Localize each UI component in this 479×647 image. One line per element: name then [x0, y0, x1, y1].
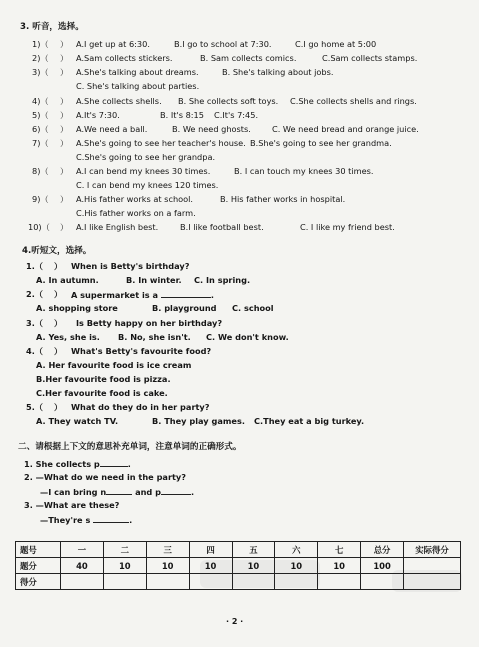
s4-q2-end: .	[210, 290, 215, 300]
s3-item-10-close: ）	[60, 222, 69, 232]
s4-q1-opt-c: C. In spring.	[194, 275, 251, 285]
p2-l5-end: .	[129, 515, 133, 525]
p2-line-2: 2. —What do we need in the party?	[24, 472, 186, 482]
s3-item-7-opt-a: A.She's going to see her teacher's house.	[76, 138, 246, 148]
score-earned-cell[interactable]	[361, 574, 404, 590]
score-earned-cell[interactable]	[146, 574, 189, 590]
s3-item-7-close: ）	[60, 138, 69, 148]
score-header-cell: 六	[275, 542, 318, 558]
score-header-cell: 实际得分	[404, 542, 461, 558]
s3-item-2-opt-c: C.Sam collects stamps.	[322, 53, 418, 63]
s3-item-6-opt-a: A.We need a ball.	[76, 124, 148, 134]
score-earned-cell[interactable]	[318, 574, 361, 590]
s4-q1-opt-b: B. In winter.	[126, 275, 182, 285]
s4-q2-opt-a: A. shopping store	[36, 303, 118, 313]
s3-item-5-opt-b: B. It's 8:15	[160, 110, 204, 120]
s4-q4-opt-c: C.Her favourite food is cake.	[36, 388, 168, 398]
s3-item-5-num: 5)（	[32, 110, 49, 120]
s3-item-1-opt-b: B.I go to school at 7:30.	[174, 39, 272, 49]
p2-blank-3[interactable]	[161, 486, 191, 495]
s3-item-2-close: ）	[60, 53, 69, 63]
s3-item-8-opt-b: B. I can touch my knees 30 times.	[234, 166, 374, 176]
score-table-header-row	[16, 542, 461, 558]
s3-item-3-opt-b: B. She's talking about jobs.	[222, 67, 334, 77]
s3-item-2-opt-b: B. Sam collects comics.	[200, 53, 297, 63]
s3-item-5-close: ）	[60, 110, 69, 120]
s3-item-6-opt-b: B. We need ghosts.	[172, 124, 251, 134]
s3-item-6-num: 6)（	[32, 124, 49, 134]
score-header-cell: 四	[189, 542, 232, 558]
s3-item-4-num: 4)（	[32, 96, 49, 106]
s3-item-9-opt-c: C.His father works on a farm.	[76, 208, 196, 218]
score-header-cell: 七	[318, 542, 361, 558]
score-header-cell: 二	[103, 542, 146, 558]
s3-item-10-opt-b: B.I like football best.	[180, 222, 264, 232]
score-earned-cell[interactable]	[61, 574, 104, 590]
p2-blank-1[interactable]	[100, 458, 128, 467]
score-earned-cell[interactable]	[404, 574, 461, 590]
s4-q1-text: When is Betty's birthday?	[71, 261, 190, 271]
s4-q5-text: What do they do in her party?	[71, 402, 210, 412]
score-header-cell: 五	[232, 542, 275, 558]
s3-item-1-opt-c: C.I go home at 5:00	[295, 39, 377, 49]
p2-line-4: 3. —What are these?	[24, 500, 120, 510]
score-earned-cell[interactable]	[189, 574, 232, 590]
score-header-cell: 三	[146, 542, 189, 558]
s3-item-8-num: 8)（	[32, 166, 49, 176]
s3-item-3-num: 3)（	[32, 67, 49, 77]
s3-item-6-close: ）	[60, 124, 69, 134]
p2-l1-end: .	[127, 459, 131, 469]
p2-blank-4[interactable]	[93, 514, 129, 523]
score-earned-cell[interactable]	[275, 574, 318, 590]
s4-q3-opt-a: A. Yes, she is.	[36, 332, 100, 342]
s3-item-7-opt-b: B.She's going to see her grandma.	[250, 138, 392, 148]
s4-q2-opt-b: B. playground	[152, 303, 217, 313]
s4-q3-num: 3.（	[26, 318, 43, 328]
s4-q4-num: 4.（	[26, 346, 43, 356]
s3-item-4-opt-a: A.She collects shells.	[76, 96, 162, 106]
p2-l3-end: .	[191, 487, 195, 497]
s4-q5-opt-b: B. They play games.	[152, 416, 245, 426]
score-header-cell: 总分	[361, 542, 404, 558]
score-table-earned-row	[16, 574, 461, 590]
s4-q3-opt-b: B. No, she isn't.	[118, 332, 191, 342]
page-number: · 2 ·	[226, 617, 244, 626]
s4-q4-close: ）	[54, 346, 63, 356]
score-earned-cell[interactable]	[232, 574, 275, 590]
score-points-cell: 10	[189, 558, 232, 574]
score-points-cell: 10	[103, 558, 146, 574]
score-points-cell: 题分	[16, 558, 61, 574]
s4-q2-num: 2.（	[26, 289, 43, 299]
p2-l5-text: —They're s	[40, 515, 91, 525]
s4-q2-opt-c: C. school	[232, 303, 274, 313]
s3-item-2-num: 2)（	[32, 53, 49, 63]
score-header-cell: 一	[61, 542, 104, 558]
s3-item-3-close: ）	[60, 67, 69, 77]
score-points-cell: 100	[361, 558, 404, 574]
s4-q5-opt-a: A. They watch TV.	[36, 416, 119, 426]
s3-item-8-opt-c: C. I can bend my knees 120 times.	[76, 180, 219, 190]
score-points-cell: 10	[318, 558, 361, 574]
s4-q5-num: 5.（	[26, 402, 43, 412]
s3-item-10-opt-c: C. I like my friend best.	[300, 222, 395, 232]
s3-item-5-opt-c: C.It's 7:45.	[214, 110, 259, 120]
s3-item-1-num: 1)（	[32, 39, 49, 49]
score-table	[15, 541, 461, 590]
s4-q2-text	[71, 289, 214, 301]
s3-item-10-num: 10)（	[28, 222, 50, 232]
s3-item-9-opt-a: A.His father works at school.	[76, 194, 194, 204]
p2-l3-text-a: —I can bring n	[40, 487, 107, 497]
s4-q4-text: What's Betty's favourite food?	[71, 346, 212, 356]
s4-q4-opt-b: B.Her favourite food is pizza.	[36, 374, 171, 384]
s3-item-4-close: ）	[60, 96, 69, 106]
s4-q3-opt-c: C. We don't know.	[206, 332, 289, 342]
s4-q2-blank[interactable]	[161, 289, 211, 298]
s3-item-9-close: ）	[60, 194, 69, 204]
score-points-cell	[404, 558, 461, 574]
s4-q1-opt-a: A. In autumn.	[36, 275, 99, 285]
p2-blank-2[interactable]	[106, 486, 132, 495]
score-header-cell: 题号	[16, 542, 61, 558]
score-points-cell: 10	[232, 558, 275, 574]
score-points-cell: 40	[61, 558, 104, 574]
p2-l3-text-b: and p	[135, 487, 162, 497]
s4-q3-text: Is Betty happy on her birthday?	[76, 318, 223, 328]
s3-item-2-opt-a: A.Sam collects stickers.	[76, 53, 173, 63]
p2-line-1	[24, 458, 131, 470]
s4-q2-close: ）	[54, 289, 63, 299]
s4-q1-close: ）	[54, 261, 63, 271]
s3-item-8-opt-a: A.I can bend my knees 30 times.	[76, 166, 211, 176]
s3-item-4-opt-c: C.She collects shells and rings.	[290, 96, 417, 106]
s3-item-4-opt-b: B. She collects soft toys.	[178, 96, 279, 106]
s3-item-1-opt-a: A.I get up at 6:30.	[76, 39, 150, 49]
s3-item-7-opt-c: C.She's going to see her grandpa.	[76, 152, 216, 162]
s4-q2-stem: A supermarket is a	[71, 290, 159, 300]
part-2-title: 二、请根据上下文的意思补充单词，注意单词的正确形式。	[18, 442, 242, 452]
p2-line-3	[40, 486, 194, 498]
s3-item-5-opt-a: A.It's 7:30.	[76, 110, 120, 120]
section-4-title: 4.听短文，选择。	[22, 246, 92, 256]
p2-l1-text: 1. She collects p	[24, 459, 100, 469]
score-points-cell: 10	[275, 558, 318, 574]
s3-item-9-num: 9)（	[32, 194, 49, 204]
score-earned-cell: 得分	[16, 574, 61, 590]
s3-item-3-opt-c: C. She's talking about parties.	[76, 81, 200, 91]
s4-q5-close: ）	[54, 402, 63, 412]
score-table-points-row	[16, 558, 461, 574]
s4-q5-opt-c: C.They eat a big turkey.	[254, 416, 365, 426]
s3-item-8-close: ）	[60, 166, 69, 176]
score-earned-cell[interactable]	[103, 574, 146, 590]
s3-item-7-num: 7)（	[32, 138, 49, 148]
score-points-cell: 10	[146, 558, 189, 574]
s4-q4-opt-a: A. Her favourite food is ice cream	[36, 360, 192, 370]
s3-item-9-opt-b: B. His father works in hospital.	[220, 194, 346, 204]
s4-q3-close: ）	[54, 318, 63, 328]
s3-item-1-close: ）	[60, 39, 69, 49]
s3-item-6-opt-c: C. We need bread and orange juice.	[272, 124, 419, 134]
s3-item-3-opt-a: A.She's talking about dreams.	[76, 67, 199, 77]
s4-q1-num: 1.（	[26, 261, 43, 271]
section-3-title: 3. 听音，选择。	[20, 22, 84, 32]
s3-item-10-opt-a: A.I like English best.	[76, 222, 159, 232]
p2-line-5	[40, 514, 132, 526]
